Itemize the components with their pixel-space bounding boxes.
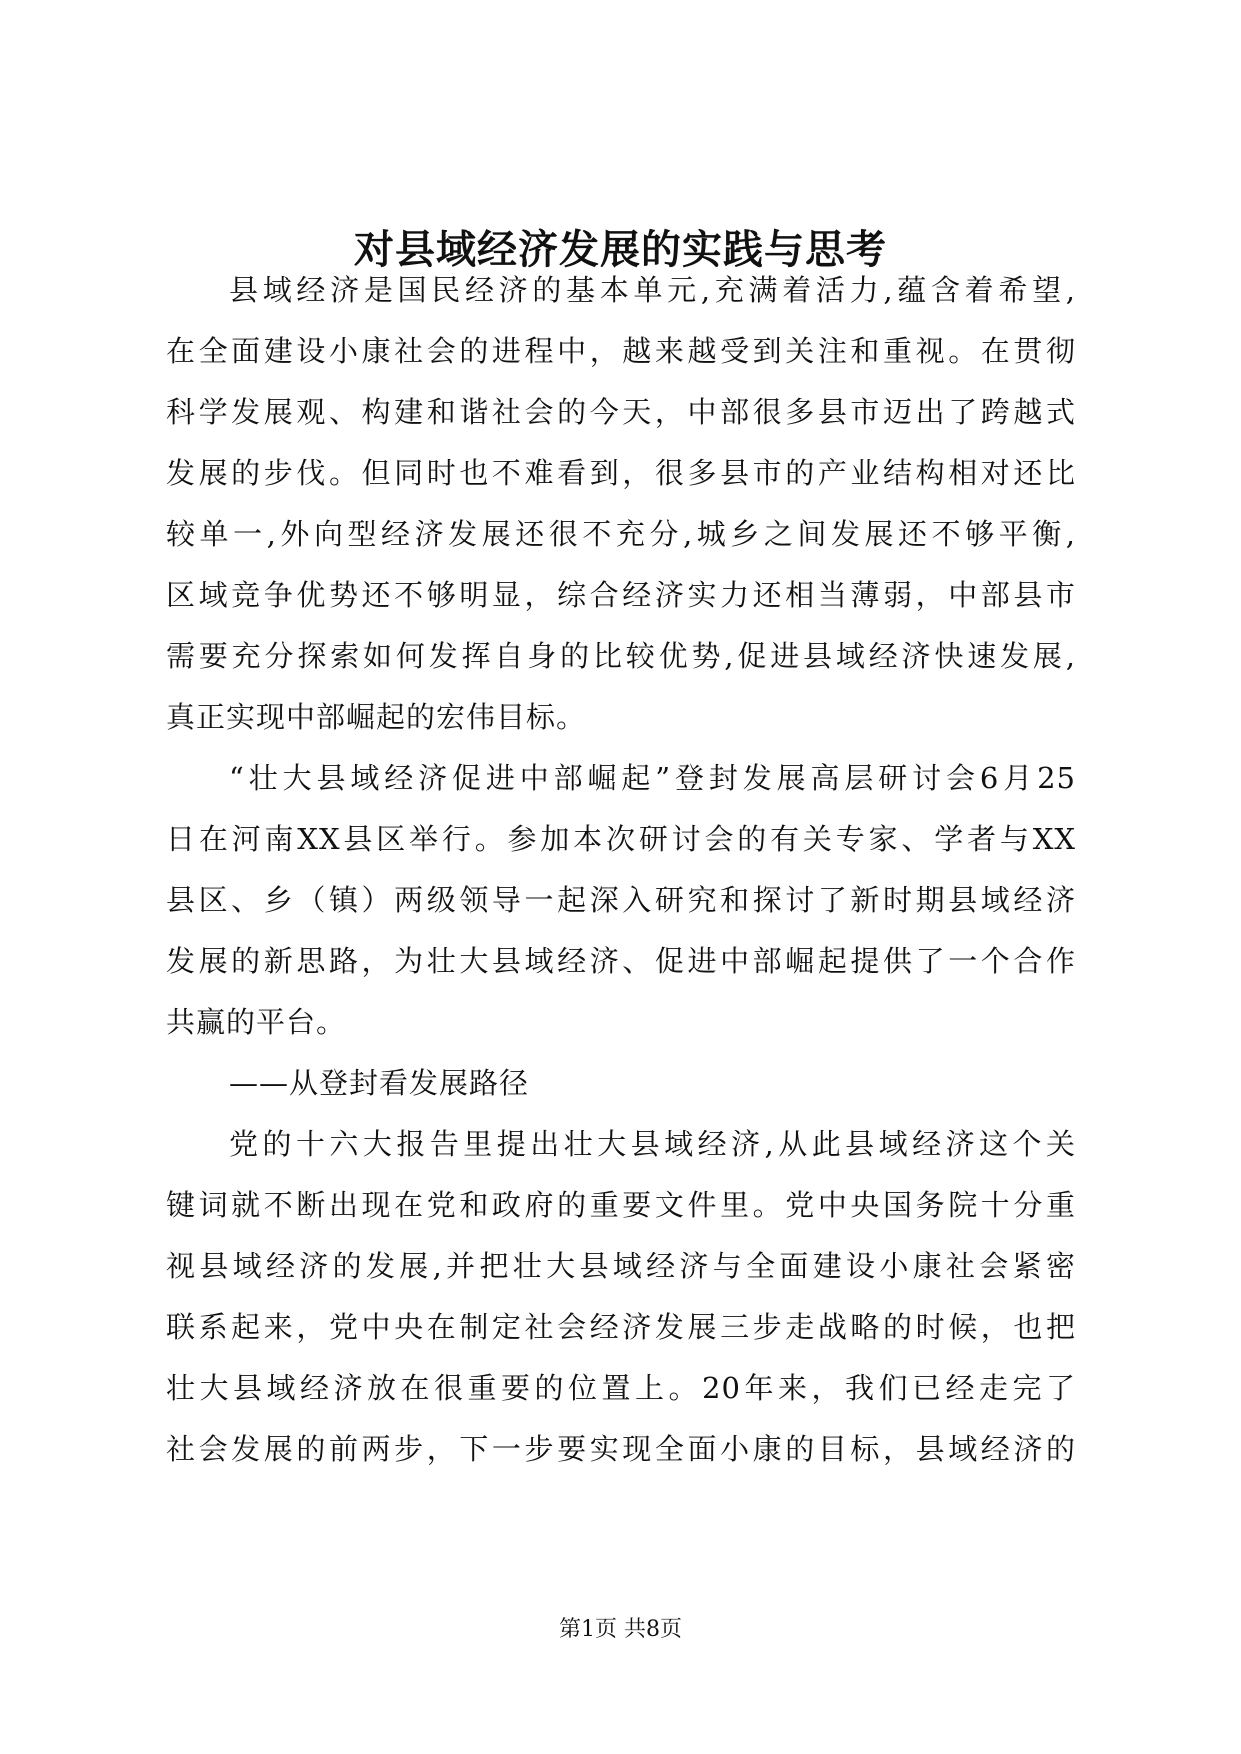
text-line: 壮大县域经济放在很重要的位置上。20年来，我们已经走完了 bbox=[166, 1371, 1076, 1405]
paragraph-4 bbox=[166, 1114, 1076, 1480]
text-line: 真正实现中部崛起的宏伟目标。 bbox=[166, 700, 587, 734]
text-line: 县域经济是国民经济的基本单元,充满着活力,蕴含着希望, bbox=[229, 273, 1076, 307]
text-line: 联系起来，党中央在制定社会经济发展三步走战略的时候，也把 bbox=[166, 1310, 1076, 1344]
paragraph-2 bbox=[166, 748, 1076, 1053]
document-title: 对县域经济发展的实践与思考 bbox=[354, 226, 887, 273]
document-body bbox=[166, 260, 1076, 1480]
text-line: 需要充分探索如何发挥自身的比较优势,促进县域经济快速发展, bbox=[166, 639, 1076, 673]
text-line: 发展的新思路，为壮大县域经济、促进中部崛起提供了一个合作 bbox=[166, 944, 1076, 978]
text-line: ——从登封看发展路径 bbox=[229, 1066, 530, 1100]
text-line: 县区、乡（镇）两级领导一起深入研究和探讨了新时期县域经济 bbox=[166, 883, 1076, 917]
text-line: 日在河南XX县区举行。参加本次研讨会的有关专家、学者与XX bbox=[166, 822, 1076, 856]
text-line: 社会发展的前两步，下一步要实现全面小康的目标，县域经济的 bbox=[166, 1432, 1076, 1466]
text-line: 共赢的平台。 bbox=[166, 1005, 347, 1039]
page-number: 第1页 共8页 bbox=[559, 1617, 682, 1642]
text-line: 区域竞争优势还不够明显，综合经济实力还相当薄弱，中部县市 bbox=[166, 578, 1076, 612]
text-line: 较单一,外向型经济发展还很不充分,城乡之间发展还不够平衡, bbox=[166, 517, 1076, 551]
text-line: “壮大县域经济促进中部崛起”登封发展高层研讨会6月25 bbox=[229, 761, 1076, 795]
text-line: 科学发展观、构建和谐社会的今天，中部很多县市迈出了跨越式 bbox=[166, 395, 1076, 429]
section-subheading bbox=[166, 1053, 1076, 1114]
text-line: 键词就不断出现在党和政府的重要文件里。党中央国务院十分重 bbox=[166, 1188, 1076, 1222]
text-line: 视县域经济的发展,并把壮大县域经济与全面建设小康社会紧密 bbox=[166, 1249, 1076, 1283]
text-line: 在全面建设小康社会的进程中，越来越受到关注和重视。在贯彻 bbox=[166, 334, 1076, 368]
paragraph-1 bbox=[166, 260, 1076, 748]
text-line: 党的十六大报告里提出壮大县域经济,从此县域经济这个关 bbox=[229, 1127, 1076, 1161]
text-line: 发展的步伐。但同时也不难看到，很多县市的产业结构相对还比 bbox=[166, 456, 1076, 490]
